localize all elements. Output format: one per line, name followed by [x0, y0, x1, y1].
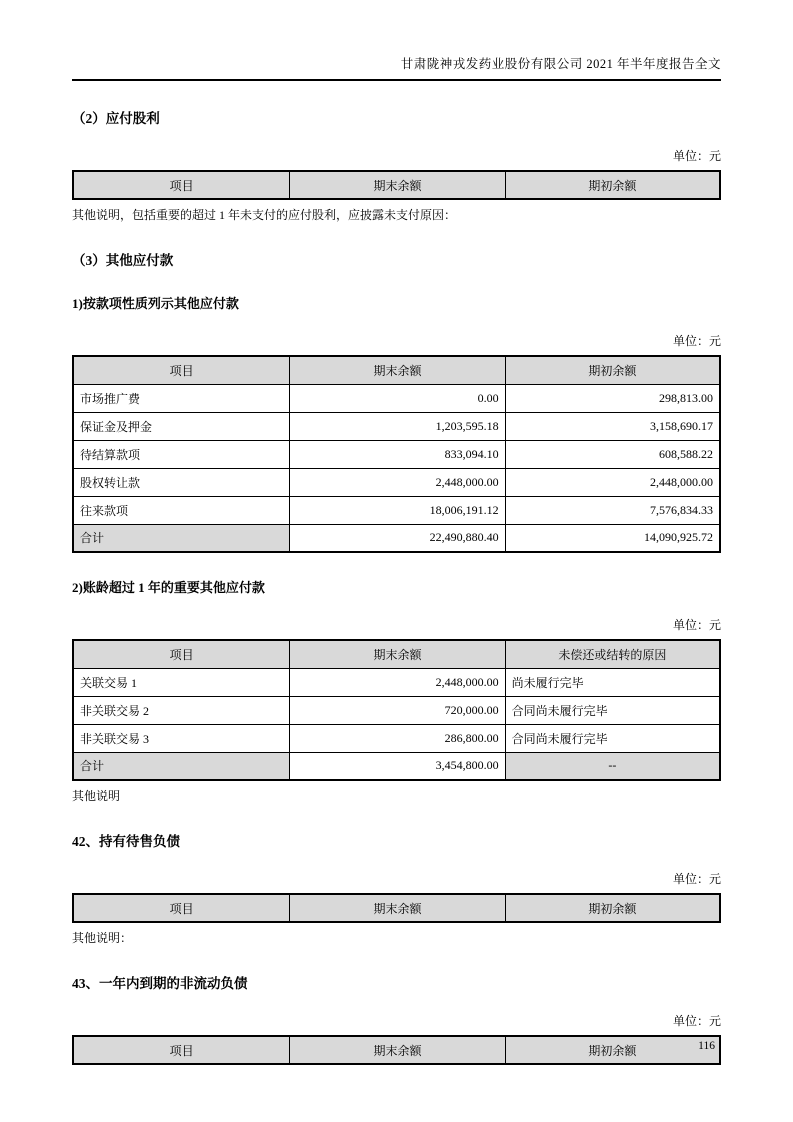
row-beginning-value: 298,813.00 [505, 384, 720, 412]
unit-label: 单位：元 [672, 1014, 721, 1028]
section-other-payables-title: （3）其他应付款 [72, 253, 174, 268]
section-held-for-sale-liabilities-title: 42、持有待售负债 [72, 834, 180, 849]
table-total-row [73, 752, 720, 780]
row-beginning-value: 608,588.22 [505, 440, 720, 468]
other-payables-by-nature-table [72, 355, 721, 553]
row-item-label: 非关联交易 2 [73, 696, 290, 724]
table-header-row [73, 640, 720, 668]
table-header-row [73, 171, 720, 199]
important-payables-over-1year-table [72, 639, 721, 781]
table-row [73, 696, 720, 724]
col-header-unpaid-reason: 未偿还或结转的原因 [505, 640, 720, 668]
table-row [73, 440, 720, 468]
table-header-row [73, 356, 720, 384]
unit-label: 单位：元 [672, 334, 721, 348]
section-dividends-payable-title: （2）应付股利 [72, 111, 160, 126]
col-header-item: 项目 [73, 894, 290, 922]
row-ending-value: 0.00 [290, 384, 505, 412]
col-header-ending-balance: 期末余额 [290, 171, 505, 199]
table-row [73, 468, 720, 496]
row-ending-value: 2,448,000.00 [290, 468, 505, 496]
table-row [73, 412, 720, 440]
table-total-row [73, 524, 720, 552]
table-header-row [73, 894, 720, 922]
col-header-ending-balance: 期末余额 [290, 356, 505, 384]
total-reason-placeholder: -- [505, 752, 720, 780]
table-row [73, 724, 720, 752]
col-header-beginning-balance: 期初余额 [505, 1036, 720, 1064]
row-item-label: 往来款项 [73, 496, 290, 524]
row-ending-value: 1,203,595.18 [290, 412, 505, 440]
row-item-label: 待结算款项 [73, 440, 290, 468]
total-row-label: 合计 [73, 524, 290, 552]
row-beginning-value: 7,576,834.33 [505, 496, 720, 524]
col-header-item: 项目 [73, 356, 290, 384]
col-header-beginning-balance: 期初余额 [505, 894, 720, 922]
subsection-by-nature-title: 1)按款项性质列示其他应付款 [72, 296, 239, 311]
page-number: 116 [698, 1040, 715, 1052]
col-header-item: 项目 [73, 1036, 290, 1064]
total-beginning-value: 14,090,925.72 [505, 524, 720, 552]
col-header-beginning-balance: 期初余额 [505, 171, 720, 199]
table-row [73, 496, 720, 524]
row-reason-text: 合同尚未履行完毕 [505, 696, 720, 724]
report-header-title: 甘肃陇神戎发药业股份有限公司 2021 年半年度报告全文 [72, 54, 721, 81]
dividends-payable-table [72, 170, 721, 200]
row-ending-value: 720,000.00 [290, 696, 505, 724]
row-item-label: 市场推广费 [73, 384, 290, 412]
table-row [73, 384, 720, 412]
total-row-label: 合计 [73, 752, 290, 780]
total-ending-value: 3,454,800.00 [290, 752, 505, 780]
col-header-item: 项目 [73, 171, 290, 199]
dividends-payable-note: 其他说明，包括重要的超过 1 年未支付的应付股利，应披露未支付原因： [72, 208, 457, 222]
row-reason-text: 合同尚未履行完毕 [505, 724, 720, 752]
row-beginning-value: 3,158,690.17 [505, 412, 720, 440]
unit-label: 单位：元 [672, 618, 721, 632]
subsection-aged-over-1year-title: 2)账龄超过 1 年的重要其他应付款 [72, 580, 265, 595]
row-ending-value: 286,800.00 [290, 724, 505, 752]
row-item-label: 股权转让款 [73, 468, 290, 496]
held-for-sale-liabilities-table [72, 893, 721, 923]
row-reason-text: 尚未履行完毕 [505, 668, 720, 696]
row-ending-value: 833,094.10 [290, 440, 505, 468]
col-header-ending-balance: 期末余额 [290, 1036, 505, 1064]
table-header-row [73, 1036, 720, 1064]
held-for-sale-note: 其他说明： [72, 931, 133, 945]
total-ending-value: 22,490,880.40 [290, 524, 505, 552]
row-ending-value: 18,006,191.12 [290, 496, 505, 524]
unit-label: 单位：元 [672, 149, 721, 163]
col-header-ending-balance: 期末余额 [290, 640, 505, 668]
col-header-item: 项目 [73, 640, 290, 668]
col-header-beginning-balance: 期初余额 [505, 356, 720, 384]
section-noncurrent-liabilities-due-1year-title: 43、一年内到期的非流动负债 [72, 976, 248, 991]
row-item-label: 非关联交易 3 [73, 724, 290, 752]
table-row [73, 668, 720, 696]
row-beginning-value: 2,448,000.00 [505, 468, 720, 496]
noncurrent-liabilities-due-1year-table [72, 1035, 721, 1065]
other-payables-note: 其他说明 [72, 789, 121, 803]
row-item-label: 关联交易 1 [73, 668, 290, 696]
col-header-ending-balance: 期末余额 [290, 894, 505, 922]
row-item-label: 保证金及押金 [73, 412, 290, 440]
row-ending-value: 2,448,000.00 [290, 668, 505, 696]
unit-label: 单位：元 [672, 872, 721, 886]
